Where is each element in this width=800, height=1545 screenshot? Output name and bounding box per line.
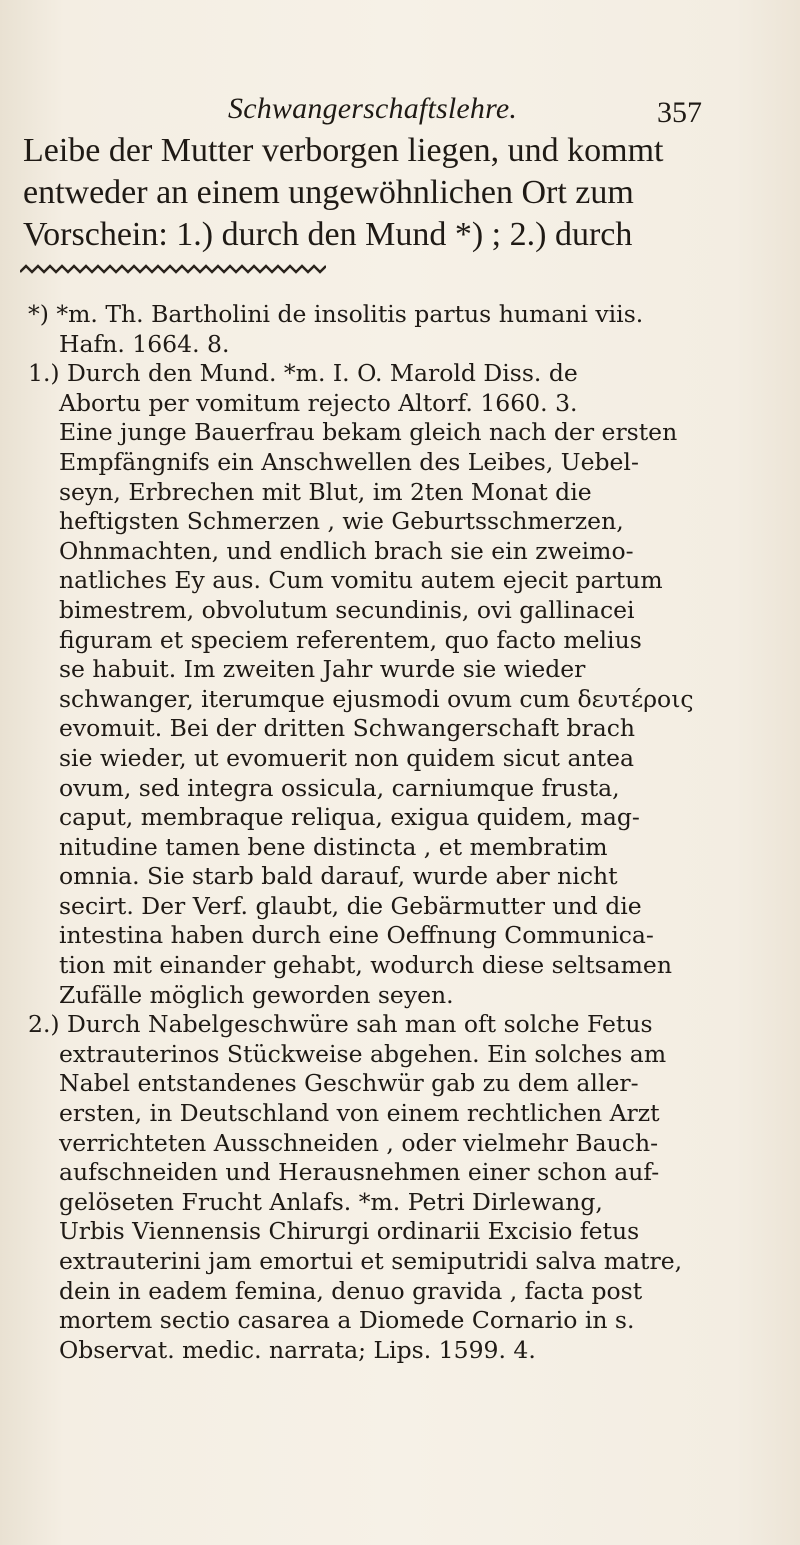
- running-title: Schwangerschaftslehre.: [228, 92, 518, 125]
- footnote-line: Hafn. 1664. 8.: [59, 329, 230, 358]
- footnotes: [28, 300, 773, 1365]
- footnote-line: dein in eadem femina, denuo gravida , facta post: [59, 1276, 643, 1305]
- footnote-line: Eine junge Bauerfrau bekam gleich nach der ersten: [59, 418, 678, 447]
- footnote-line: mortem sectio casarea a Diomede Cornario in s.: [59, 1306, 635, 1335]
- footnote-line: gelöseten Frucht Anlafs. *m. Petri Dirlewang,: [59, 1187, 603, 1216]
- footnote-line: ersten, in Deutschland von einem rechtlichen Arzt: [59, 1099, 660, 1128]
- footnote-line: Zufälle möglich geworden seyen.: [59, 980, 454, 1009]
- footnote-line: extrauterini jam emortui et semiputridi salva matre,: [59, 1247, 683, 1275]
- ornamental-divider: [20, 264, 326, 274]
- footnote-line: evomuit. Bei der dritten Schwangerschaft brach: [59, 714, 636, 743]
- footnote-line: figuram et speciem referentem, quo facto melius: [59, 625, 642, 654]
- footnote-line: Nabel entstandenes Geschwür gab zu dem aller-: [59, 1069, 639, 1098]
- footnote-line: Empfängnifs ein Anschwellen des Leibes, Uebel-: [59, 447, 639, 476]
- footnote-line: tion mit einander gehabt, wodurch diese seltsamen: [59, 951, 672, 980]
- footnote-line: secirt. Der Verf. glaubt, die Gebärmutter und die: [59, 891, 642, 920]
- footnote-line: schwanger, iterumque ejusmodi ovum cum δευτέροις: [59, 684, 694, 713]
- footnote-line: natliches Ey aus. Cum vomitu autem ejecit partum: [59, 566, 663, 595]
- footnote-line: bimestrem, obvolutum secundinis, ovi gallinacei: [59, 595, 635, 624]
- footnote-line: ovum, sed integra ossicula, carniumque frusta,: [59, 773, 620, 802]
- footnote-line: se habuit. Im zweiten Jahr wurde sie wieder: [59, 655, 586, 684]
- footnote-line: *) *m. Th. Bartholini de insolitis partus humani viis.: [28, 300, 644, 328]
- footnote-line: 1.) Durch den Mund. *m. I. O. Marold Diss. de: [28, 359, 578, 388]
- footnote-line: seyn, Erbrechen mit Blut, im 2ten Monat die: [59, 477, 592, 506]
- page-header: [0, 92, 800, 132]
- footnote-line: caput, membraque reliqua, exigua quidem, mag-: [59, 803, 640, 832]
- page-number: 357: [657, 96, 702, 129]
- body-line: entweder an einem ungewöhnlichen Ort zum: [23, 174, 634, 211]
- body-paragraph: [23, 130, 783, 256]
- footnote-line: Observat. medic. narrata; Lips. 1599. 4.: [59, 1335, 536, 1364]
- footnote-line: sie wieder, ut evomuerit non quidem sicut antea: [59, 743, 634, 772]
- body-line: Vorschein: 1.) durch den Mund *) ; 2.) durch: [23, 216, 633, 253]
- footnote-line: 2.) Durch Nabelgeschwüre sah man oft solche Fetus: [28, 1010, 653, 1039]
- body-line: Leibe der Mutter verborgen liegen, und kommt: [23, 132, 664, 169]
- footnote-line: nitudine tamen bene distincta , et membratim: [59, 832, 608, 861]
- footnote-line: Abortu per vomitum rejecto Altorf. 1660. 3.: [59, 388, 578, 417]
- footnote-line: Urbis Viennensis Chirurgi ordinarii Excisio fetus: [59, 1217, 640, 1246]
- footnote-line: heftigsten Schmerzen , wie Geburtsschmerzen,: [59, 507, 624, 536]
- footnote-line: aufschneiden und Herausnehmen einer schon auf-: [59, 1158, 660, 1187]
- footnote-line: Ohnmachten, und endlich brach sie ein zweimo-: [59, 536, 634, 565]
- footnote-line: extrauterinos Stückweise abgehen. Ein solches am: [59, 1039, 667, 1068]
- footnote-line: omnia. Sie starb bald darauf, wurde aber nicht: [59, 862, 618, 891]
- footnote-line: verrichteten Ausschneiden , oder vielmehr Bauch-: [59, 1128, 659, 1157]
- footnote-line: intestina haben durch eine Oeffnung Communica-: [59, 921, 654, 950]
